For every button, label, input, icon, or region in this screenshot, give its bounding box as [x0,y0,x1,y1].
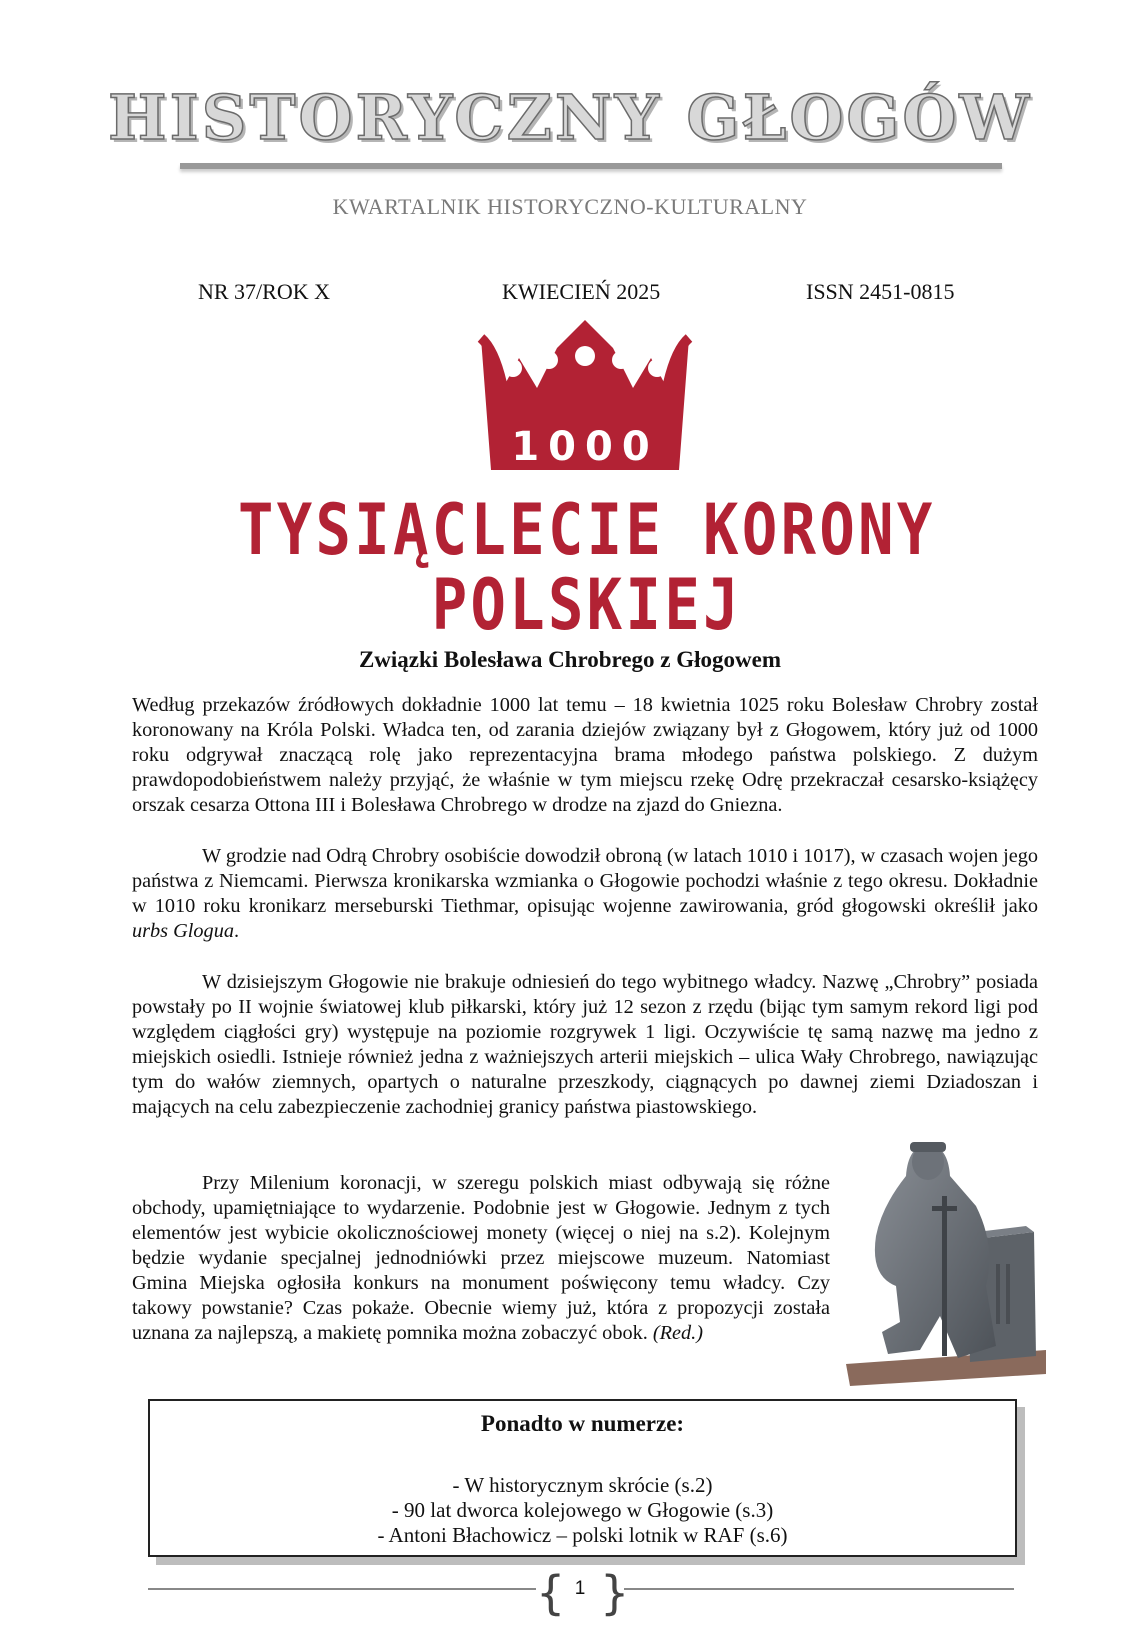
masthead-rule [180,163,1002,169]
issue-date: KWIECIEŃ 2025 [502,279,661,304]
article-paragraph-2 [132,844,1038,944]
paragraph-2-italic: urbs Glogua [132,920,234,942]
logo-line-2: POLSKIEJ [431,564,742,646]
logo-line-1: TYSIĄCLECIE KORONY [237,489,936,571]
issue-number: NR 37/ROK X [198,279,331,304]
in-this-issue-item: - Antoni Błachowicz – polski lotnik w RAF (s.6) [377,1523,788,1547]
in-this-issue-box [148,1399,1017,1557]
paragraph-2-text: W grodzie nad Odrą Chrobry osobiście dowodził obroną (w latach 1010 i 1017), w czasach wojen jego państwa z Niemcami. Pierwsza kronikarska wzmianka o Głogowie pochodzi właśnie z tego okresu. Dokładnie w 1010 roku kronikarz merseburski Tiethmar, opisując wojenne zawirowania, gród głogowski określił jako [132,845,1038,917]
article-title: Związki Bolesława Chrobrego z Głogowem [358,647,782,672]
issue-issn: ISSN 2451-0815 [806,279,955,304]
footer-brace-right: } [600,1566,630,1620]
crown-logo [475,320,695,480]
page-number: 1 [574,1578,586,1599]
crown-number: 1000 [511,424,659,470]
in-this-issue-item: - 90 lat dworca kolejowego w Głogowie (s.3) [391,1498,774,1522]
monument-model-image [846,1136,1046,1386]
in-this-issue-title: Ponadto w numerze: [480,1411,685,1436]
masthead [0,78,1140,158]
paragraph-4-text: Przy Milenium koronacji, w szeregu polskich miast odbywają się różne obchody, upamiętniające to wydarzenie. Podobnie jest w Głogowie. Jednym z tych elementów jest wybicie okolicznościowej monety (więcej o niej na s.2). Kolejnym będzie wydanie specjalnej jednodniówki przez miejscowe muzeum. Natomiast Gmina Miejska ogłosiła konkurs na monument poświęcony temu władcy. Czy takowy powstanie? Czas pokaże. Obecnie wiemy już, która z propozycji została uznana za najlepszą, a makietę pomnika można zobaczyć obok. [132,1172,830,1344]
footer-rule-left [148,1588,536,1590]
article-paragraph-1: Według przekazów źródłowych dokładnie 1000 lat temu – 18 kwietnia 1025 roku Bolesław Chrobry został koronowany na Króla Polski. Władca ten, od zarania dziejów związany był z Głogowem, który już od 1000 roku odgrywał znaczącą rolę jako reprezentacyjna brama młodego państwa polskiego. Z dużym prawdopodobieństwem należy przyjąć, że właśnie w tym miejscu rzekę Odrę przekraczał cesarsko-książęcy orszak cesarza Ottona III i Bolesława Chrobrego w drodze na zjazd do Gniezna. [132,694,1038,816]
article-paragraph-3: W dzisiejszym Głogowie nie brakuje odniesień do tego wybitnego władcy. Nazwę „Chrobry” posiada powstały po II wojnie światowej klub piłkarski, który już 12 sezon z rzędu (bijąc tym samym rekord ligi pod względem ciągłości gry) występuje na poziomie rozgrywek 1 ligi. Oczywiście tę samą nazwę ma jedno z miejskich osiedli. Istnieje również jedna z ważniejszych arterii miejskich – ulica Wały Chrobrego, nawiązując tym do wałów ziemnych, opartych o naturalne przeszkody, ciągnących po dawnej ziemi Dziadoszan i mających na celu zabezpieczenie zachodniej granicy państwa piastowskiego. [132,971,1038,1118]
footer-rule-right [624,1588,1014,1590]
in-this-issue-item: - W historycznym skrócie (s.2) [452,1473,713,1497]
article-paragraph-4 [132,1171,830,1346]
footer-brace-left: { [536,1566,566,1620]
paragraph-2-end: . [233,920,240,942]
masthead-title: HISTORYCZNY GŁOGÓW [108,81,1032,154]
masthead-subtitle: KWARTALNIK HISTORYCZNO-KULTURALNY [332,194,808,219]
paragraph-4-italic: (Red.) [652,1322,703,1344]
